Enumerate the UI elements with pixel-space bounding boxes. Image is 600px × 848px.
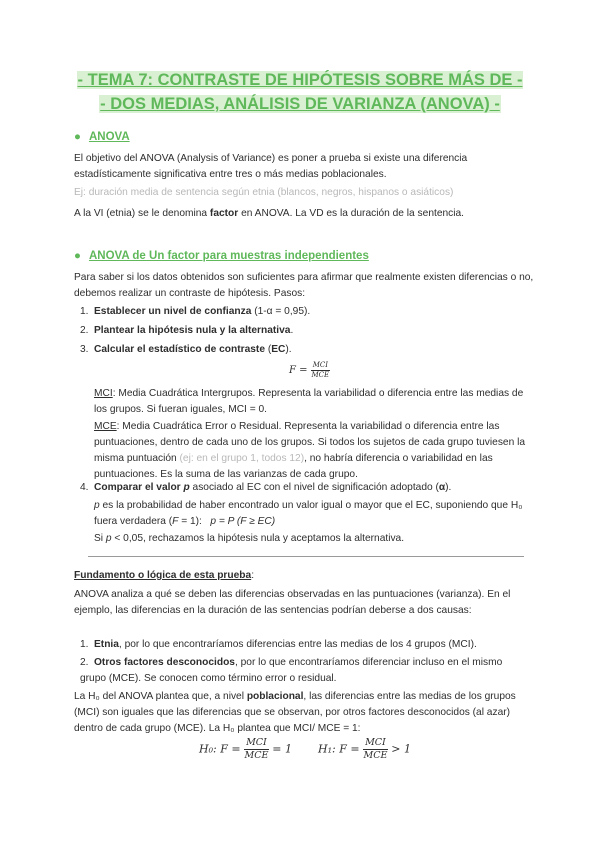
- divider: [88, 556, 524, 557]
- title-line-1: - TEMA 7: CONTRASTE DE HIPÓTESIS SOBRE MÁS DE -: [77, 71, 523, 89]
- list-item: 3. Calcular el estadístico de contraste (EC).: [80, 344, 292, 355]
- list-item: 1. Etnia, por lo que encontraríamos diferencias entre las medias de los 4 grupos (MCI).: [80, 639, 477, 650]
- list-item: 2. Plantear la hipótesis nula y la alternativa.: [80, 325, 294, 336]
- bullet-icon: ●: [74, 131, 81, 143]
- mci-definition: MCI: Media Cuadrática Intergrupos. Representa la variabilidad o diferencia entre las medias de los grupos. Si fueran iguales, MCI = 0.: [94, 388, 524, 415]
- h1-formula: H₁: F = $\frac{\text{MCI}}{\text{MCE}}$ > 1: [318, 737, 412, 761]
- section-anova-heading: [74, 131, 130, 143]
- decision-rule: Si p < 0,05, rechazamos la hipótesis nula y aceptamos la alternativa.: [94, 533, 405, 544]
- title-line-2: - DOS MEDIAS, ANÁLISIS DE VARIANZA (ANOVA) -: [100, 95, 500, 113]
- logic-intro: ANOVA analiza a qué se deben las diferencias observadas en las puntuaciones (varianza). En el ejemplo, las diferencias en la duración de las sentencias podrían deberse a dos causas:: [74, 589, 511, 616]
- anova-factor-definition: A la VI (etnia) se le denomina factor en ANOVA. La VD es la duración de la sentencia.: [74, 208, 464, 219]
- list-item: 2. Otros factores desconocidos, por lo que encontraríamos diferenciar incluso en el mismo grupo (MCE). Se conocen como término error o residual.: [80, 657, 503, 684]
- anova-objective: El objetivo del ANOVA (Analysis of Variance) es poner a prueba si existe una diferencia estadísticamente significativa entre tres o más medias poblacionales.: [74, 153, 468, 180]
- list-item: 4. Comparar el valor p asociado al EC con el nivel de significación adoptado (α).: [80, 482, 452, 493]
- bullet-icon: ●: [74, 250, 81, 262]
- page-title: [0, 68, 600, 116]
- section-logic-heading: Fundamento o lógica de esta prueba:: [74, 570, 255, 581]
- section-one-factor-heading: [74, 250, 369, 262]
- f-statistic-formula: F = $\frac{\text{MCI}}{\text{MCE}}$: [289, 361, 330, 379]
- list-item: 1. Establecer un nivel de confianza (1-α = 0,95).: [80, 306, 311, 317]
- one-factor-intro: Para saber si los datos obtenidos son suficientes para afirmar que realmente existen diferencias o no, debemos realizar un contraste de hipótesis. Pasos:: [74, 272, 534, 299]
- anova-example: Ej: duración media de sentencia según etnia (blancos, negros, hispanos o asiáticos): [74, 187, 454, 198]
- p-value-definition: p es la probabilidad de haber encontrado un valor igual o mayor que el EC, suponiendo que H₀ fuera verdadera (F = 1): p = P (F ≥ EC): [94, 500, 523, 527]
- section-anova-title: ANOVA: [88, 131, 130, 143]
- section-one-factor-title: ANOVA de Un factor para muestras independientes: [88, 250, 369, 262]
- mce-definition: MCE: Media Cuadrática Error o Residual. Representa la variabilidad o diferencia entre las puntuaciones, dentro de cada uno de los grupos. Si todos los sujetos de cada grupo tuviesen la misma puntuación (ej: en el grupo 1, todos 12), no habría diferencia o variabilidad en las puntuaciones. Es la suma de las varianzas de cada grupo.: [94, 421, 525, 480]
- h0-explanation: La H₀ del ANOVA plantea que, a nivel poblacional, las diferencias entre las medias de los grupos (MCI) son iguales que las diferencias que se observan, por otros factores desconocidos (al azar) dentro de cada grupo (MCE). La H₀ plantea que MCI/ MCE = 1:: [74, 691, 516, 734]
- h0-formula: H₀: F = $\frac{\text{MCI}}{\text{MCE}}$ = 1: [199, 737, 293, 761]
